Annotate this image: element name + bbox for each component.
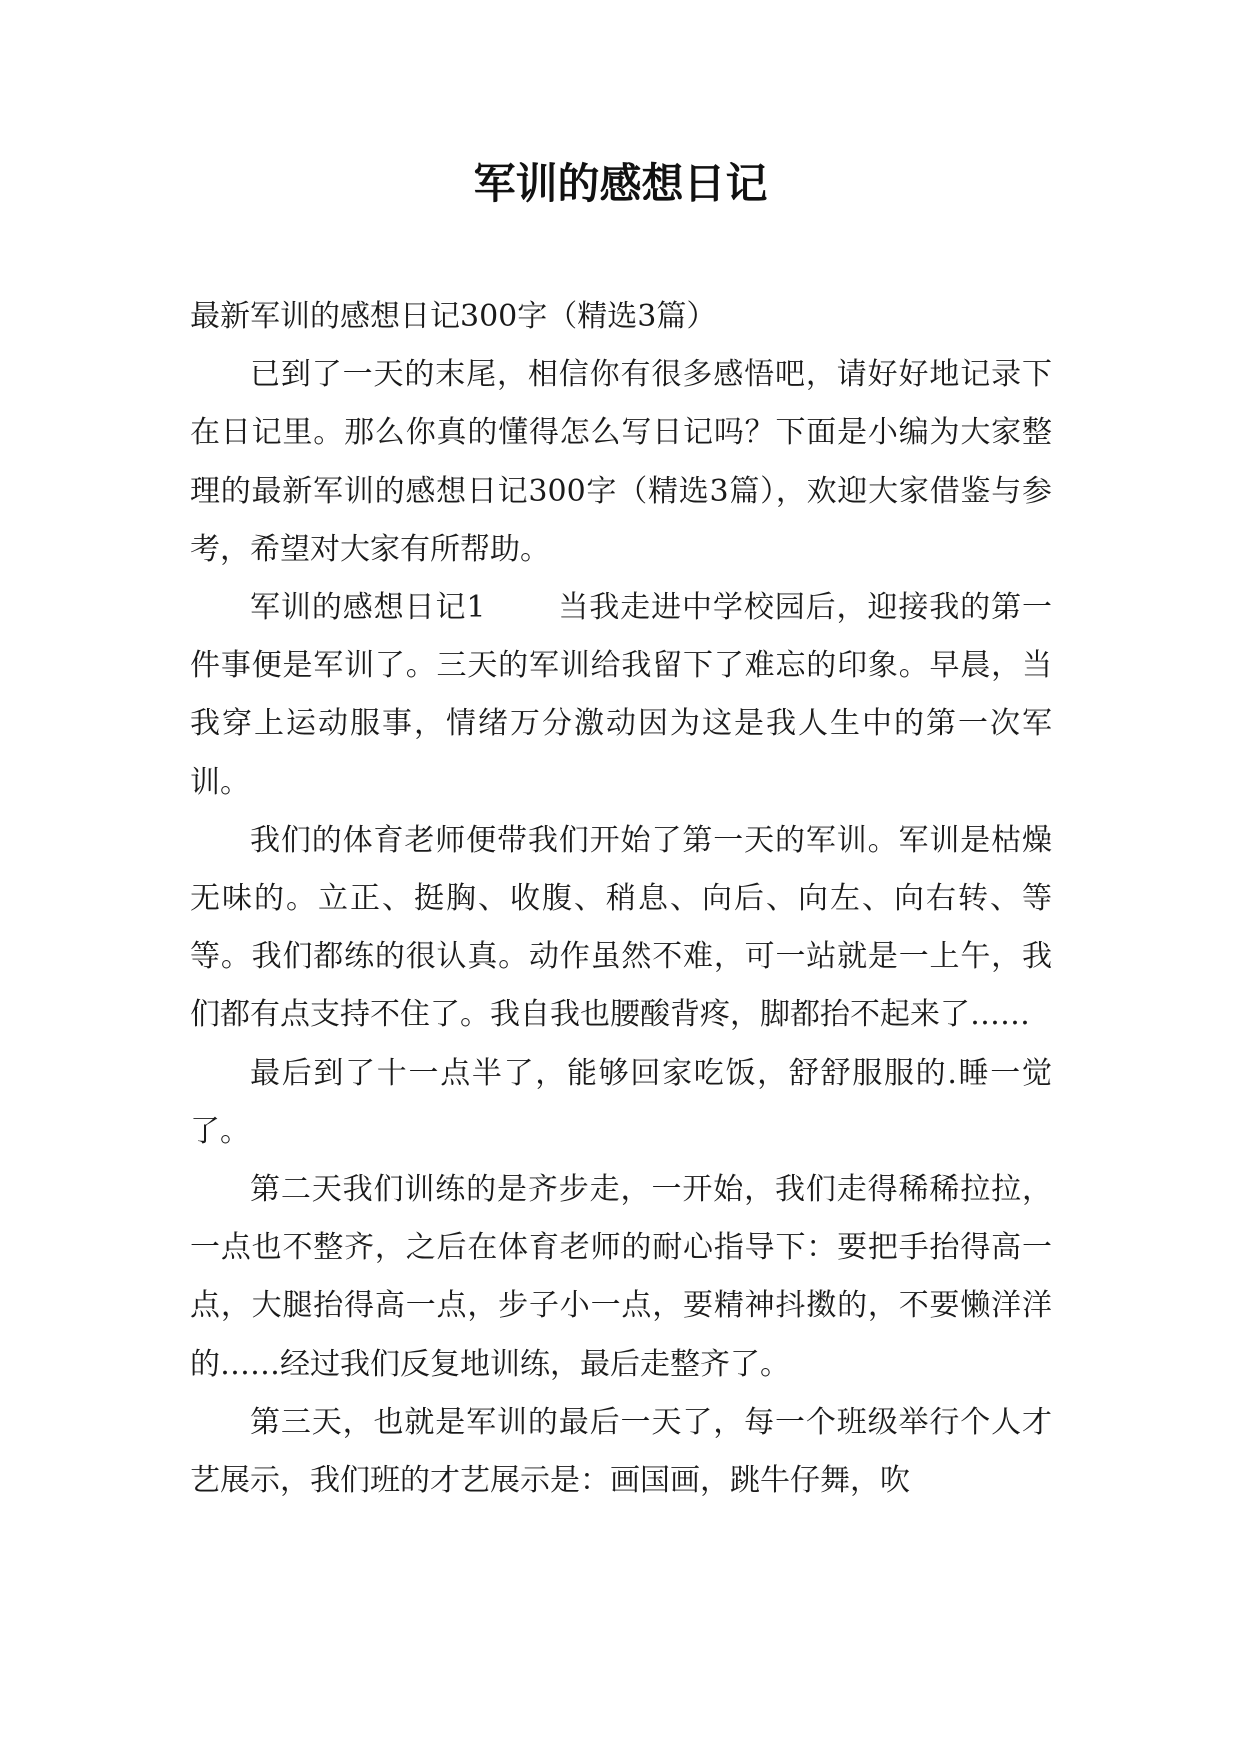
document-subtitle: 最新军训的感想日记300字（精选3篇）: [190, 299, 717, 334]
document-body: [190, 288, 1052, 1510]
document-title: 军训的感想日记: [473, 159, 768, 208]
section-heading: 军训的感想日记1: [250, 590, 486, 626]
body-paragraph: 第二天我们训练的是齐步走，一开始，我们走得稀稀拉拉，一点也不整齐，之后在体育老师的耐心指导下：要把手抬得高一点，大腿抬得高一点，步子小一点，要精神抖擞的，不要懒洋洋的……经过我们反复地训练，最后走整齐了。: [190, 1172, 1052, 1382]
body-paragraph: 我们的体育老师便带我们开始了第一天的军训。军训是枯燥无味的。立正、挺胸、收腹、稍息、向后、向左、向右转、等等。我们都练的很认真。动作虽然不难，可一站就是一上午，我们都有点支持不住了。我自我也腰酸背疼，脚都抬不起来了……: [190, 822, 1052, 1033]
section-1-paragraph-text: 当我走进中学校园后，迎接我的第一件事便是军训了。三天的军训给我留下了难忘的印象。早晨，当我穿上运动服事，情绪万分激动因为这是我人生中的第一次军训。: [190, 590, 1052, 800]
body-paragraph: 最后到了十一点半了，能够回家吃饭，舒舒服服的.睡一觉了。: [190, 1055, 1052, 1149]
section-1-first-paragraph: [190, 579, 1052, 812]
intro-paragraph: 已到了一天的末尾，相信你有很多感悟吧，请好好地记录下在日记里。那么你真的懂得怎么写日记吗？下面是小编为大家整理的最新军训的感想日记300字（精选3篇），欢迎大家借鉴与参考，希望对大家有所帮助。: [190, 357, 1052, 567]
body-paragraph: 第三天，也就是军训的最后一天了，每一个班级举行个人才艺展示，我们班的才艺展示是：画国画，跳牛仔舞，吹: [190, 1404, 1052, 1499]
